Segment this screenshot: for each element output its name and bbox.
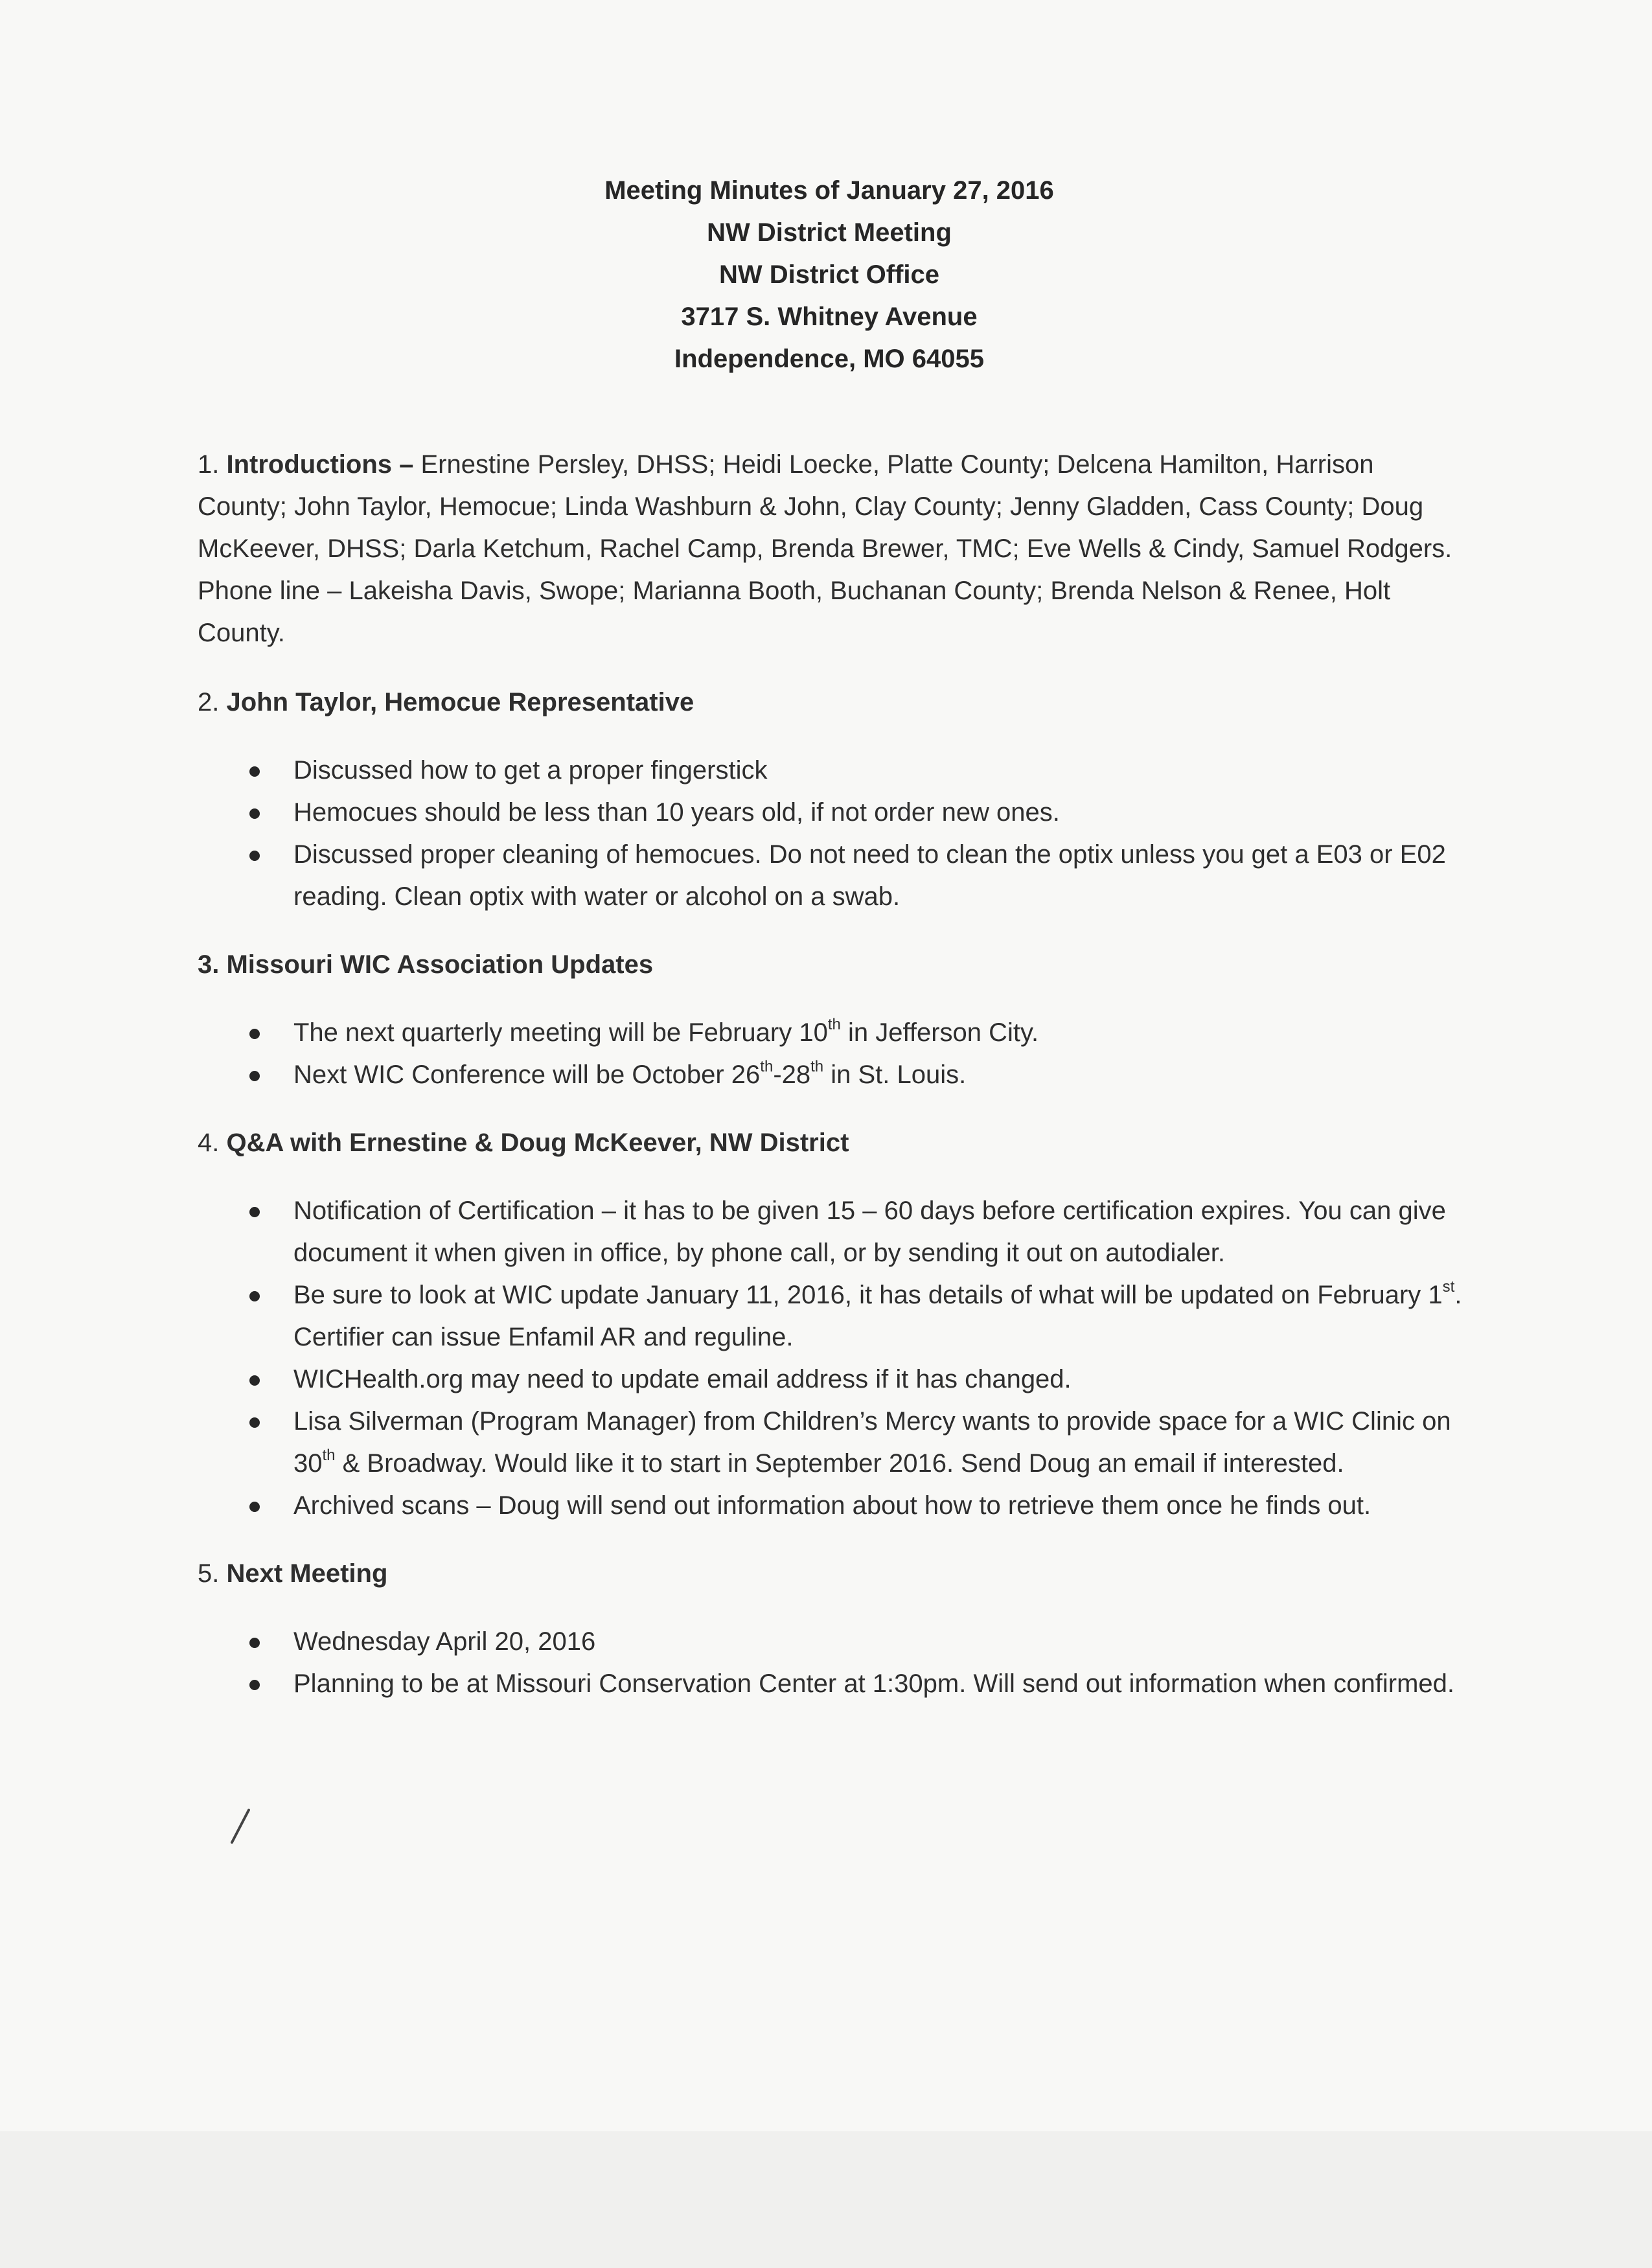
ordinal-suffix: th xyxy=(827,1016,841,1033)
bullet-list xyxy=(198,1012,1464,1096)
ordinal-suffix: th xyxy=(810,1058,824,1075)
list-item-text: WICHealth.org may need to update email address if it has changed. xyxy=(293,1365,1072,1393)
bullet-icon xyxy=(249,1680,260,1690)
scan-bottom-margin xyxy=(0,2131,1652,2268)
list-item-text: . Certifier can issue Enfamil AR and reguline. xyxy=(293,1281,1462,1351)
list-item xyxy=(198,1621,1464,1663)
section-number: 4. xyxy=(198,1128,220,1157)
bullet-list xyxy=(198,1190,1464,1527)
section-wic-association xyxy=(198,944,1464,1096)
bullet-list xyxy=(198,750,1464,918)
bullet-list xyxy=(198,1621,1464,1705)
section-title: Missouri WIC Association Updates xyxy=(226,950,654,979)
section-text: Ernestine Persley, DHSS; Heidi Loecke, Platte County; Delcena Hamilton, Harrison County; John Taylor, Hemocue; Linda Washburn & John, Clay County; Jenny Gladden, Cass County; Doug McKeever, DHSS; Darla Ketchum, Rachel Camp, Brenda Brewer, TMC; Eve Wells & Cindy, Samuel Rodgers. Phone line – Lakeisha Davis, Swope; Marianna Booth, Buchanan County; Brenda Nelson & Renee, Holt County. xyxy=(198,450,1452,647)
pen-mark xyxy=(227,1807,253,1846)
bullet-icon xyxy=(249,1291,260,1301)
minutes-body xyxy=(198,444,1464,1731)
bullet-icon xyxy=(249,851,260,861)
list-item xyxy=(198,750,1464,792)
bullet-icon xyxy=(249,1071,260,1081)
section-heading xyxy=(198,1553,1464,1595)
list-item-text: -28 xyxy=(773,1060,811,1089)
section-next-meeting xyxy=(198,1553,1464,1705)
header-meeting-name: NW District Meeting xyxy=(707,218,952,247)
section-hemocue xyxy=(198,682,1464,918)
list-item xyxy=(198,1358,1464,1401)
header-city: Independence, MO 64055 xyxy=(674,345,984,373)
section-title: Next Meeting xyxy=(226,1559,388,1588)
list-item-text: Discussed how to get a proper fingerstick xyxy=(293,756,768,785)
section-number: 5. xyxy=(198,1559,220,1588)
section-introductions xyxy=(198,444,1464,654)
ordinal-suffix: st xyxy=(1442,1278,1455,1296)
list-item-text: The next quarterly meeting will be February 10 xyxy=(293,1018,828,1047)
list-item-text: Next WIC Conference will be October 26 xyxy=(293,1060,761,1089)
header-location: NW District Office xyxy=(718,260,940,289)
list-item xyxy=(198,1401,1464,1485)
list-item-text: Wednesday April 20, 2016 xyxy=(293,1627,596,1656)
list-item-text: Discussed proper cleaning of hemocues. Do not need to clean the optix unless you get a E03 or E02 reading. Clean optix with water or alcohol on a swab. xyxy=(293,840,1446,911)
list-item-text: & Broadway. Would like it to start in September 2016. Send Doug an email if interested. xyxy=(335,1449,1344,1478)
bullet-icon xyxy=(249,808,260,819)
list-item-text: in Jefferson City. xyxy=(840,1018,1039,1047)
bullet-icon xyxy=(249,1375,260,1386)
bullet-icon xyxy=(249,1502,260,1512)
list-item xyxy=(198,834,1464,918)
bullet-icon xyxy=(249,1417,260,1428)
document-header xyxy=(0,170,1652,380)
header-title: Meeting Minutes of January 27, 2016 xyxy=(604,176,1054,205)
section-title: Introductions – xyxy=(226,450,414,479)
list-item xyxy=(198,1054,1464,1096)
section-number: 1. xyxy=(198,450,220,479)
bullet-icon xyxy=(249,1207,260,1217)
ordinal-suffix: th xyxy=(760,1058,774,1075)
bullet-icon xyxy=(249,766,260,777)
section-heading xyxy=(198,682,1464,724)
list-item xyxy=(198,1012,1464,1054)
list-item-text: in St. Louis. xyxy=(823,1060,967,1089)
list-item-text: Archived scans – Doug will send out information about how to retrieve them once he finds out. xyxy=(293,1491,1371,1520)
section-title: John Taylor, Hemocue Representative xyxy=(226,688,694,716)
list-item-text: Notification of Certification – it has to be given 15 – 60 days before certification expires. You can give document it when given in office, by phone call, or by sending it out on autodialer. xyxy=(293,1197,1446,1267)
list-item xyxy=(198,1274,1464,1358)
section-qa xyxy=(198,1122,1464,1527)
section-heading xyxy=(198,1122,1464,1164)
section-heading xyxy=(198,944,1464,986)
list-item xyxy=(198,792,1464,834)
list-item xyxy=(198,1485,1464,1527)
header-street: 3717 S. Whitney Avenue xyxy=(681,303,978,331)
ordinal-suffix: th xyxy=(322,1447,336,1464)
list-item-text: Be sure to look at WIC update January 11, 2016, it has details of what will be updated on February 1 xyxy=(293,1281,1443,1309)
list-item xyxy=(198,1663,1464,1705)
bullet-icon xyxy=(249,1029,260,1039)
section-title: Q&A with Ernestine & Doug McKeever, NW District xyxy=(226,1128,849,1157)
list-item xyxy=(198,1190,1464,1274)
section-number: 3. xyxy=(198,950,220,979)
list-item-text: Hemocues should be less than 10 years old, if not order new ones. xyxy=(293,798,1060,827)
list-item-text: Planning to be at Missouri Conservation Center at 1:30pm. Will send out information when confirmed. xyxy=(293,1669,1455,1698)
list-item-text: Lisa Silverman (Program Manager) from Children’s Mercy wants to provide space for a WIC Clinic on 30 xyxy=(293,1407,1451,1478)
section-number: 2. xyxy=(198,688,220,716)
bullet-icon xyxy=(249,1638,260,1648)
